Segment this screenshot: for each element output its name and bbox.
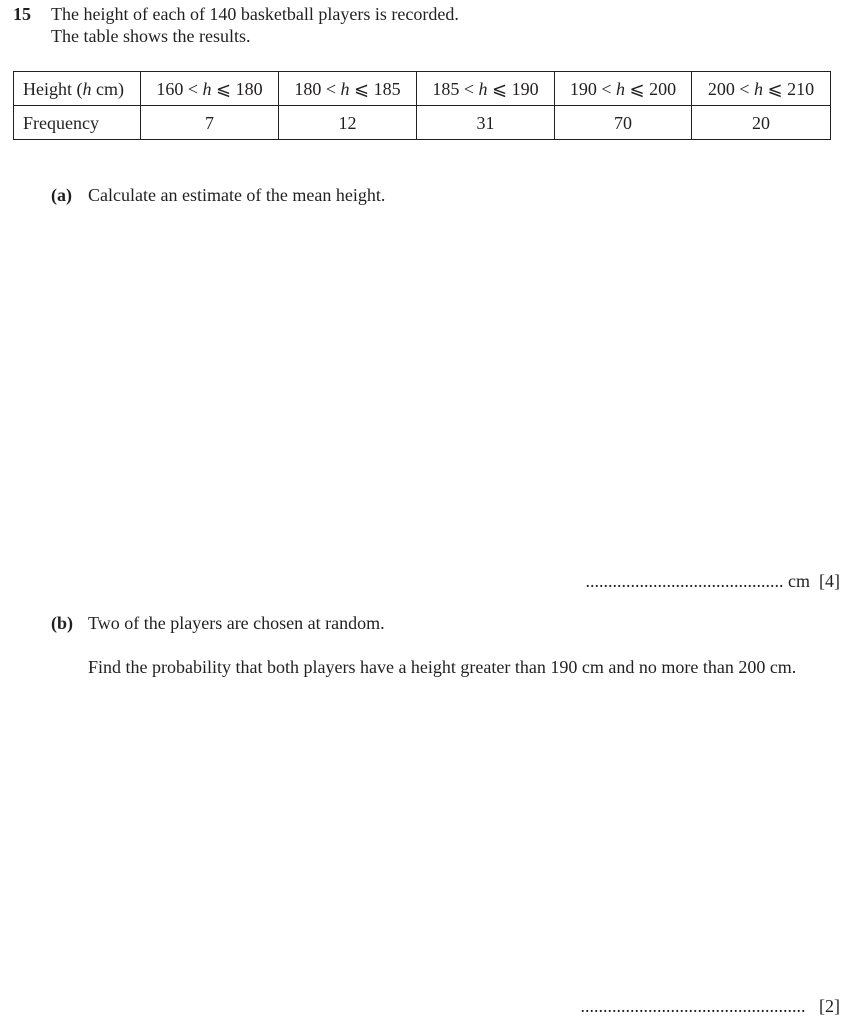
interval-upper: 190: [511, 78, 539, 99]
frequency-row-header: Frequency: [14, 106, 141, 140]
interval-variable: h: [340, 78, 350, 99]
interval-variable: h: [478, 78, 488, 99]
frequency-cell: 70: [555, 106, 692, 140]
interval-cell: [279, 72, 417, 106]
less-or-equal-sign: ⩽: [629, 78, 645, 99]
less-than-sign: <: [463, 78, 475, 99]
part-a-answer-line[interactable]: ............................................: [585, 571, 784, 591]
interval-lower: 160: [156, 78, 184, 99]
interval-upper: 200: [649, 78, 677, 99]
less-than-sign: <: [601, 78, 612, 99]
interval-variable: h: [754, 78, 764, 99]
frequency-cell: 12: [279, 106, 417, 140]
part-b-text-1: Two of the players are chosen at random.: [88, 613, 385, 633]
interval-cell: [141, 72, 279, 106]
interval-lower: 180: [294, 78, 322, 99]
frequency-row: [14, 106, 831, 140]
less-or-equal-sign: ⩽: [492, 78, 508, 99]
part-a-label: (a): [51, 185, 72, 205]
interval-upper: 180: [235, 78, 263, 99]
interval-cell: [692, 72, 831, 106]
less-than-sign: <: [739, 78, 750, 99]
part-b-marks: [2]: [819, 996, 840, 1016]
height-row-header: [14, 72, 141, 106]
interval-lower: 190: [569, 78, 597, 99]
question-intro-line-1: The height of each of 140 basketball players is recorded.: [51, 4, 459, 24]
part-b-label: (b): [51, 613, 73, 633]
frequency-cell: 31: [417, 106, 555, 140]
less-than-sign: <: [325, 78, 337, 99]
height-unit-text: cm): [91, 78, 124, 99]
interval-cell: [555, 72, 692, 106]
frequency-table: [13, 71, 831, 140]
height-variable: h: [82, 78, 92, 99]
interval-upper: 185: [373, 78, 401, 99]
part-a-unit: cm: [788, 571, 810, 591]
part-a-answer-area: [586, 572, 841, 590]
part-a-text: Calculate an estimate of the mean height.: [88, 185, 386, 205]
part-b-text-2: Find the probability that both players have a height greater than 190 cm and no more than 200 cm.: [88, 657, 797, 677]
frequency-cell: 7: [141, 106, 279, 140]
less-or-equal-sign: ⩽: [767, 78, 783, 99]
interval-upper: 210: [787, 78, 815, 99]
height-header-text: Height (: [23, 78, 83, 99]
less-than-sign: <: [187, 78, 199, 99]
interval-lower: 200: [707, 78, 735, 99]
question-number: 15: [13, 4, 31, 24]
interval-cell: [417, 72, 555, 106]
interval-lower: 185: [432, 78, 460, 99]
question-intro-line-2: The table shows the results.: [51, 26, 251, 46]
interval-variable: h: [616, 78, 626, 99]
part-b-answer-area: [581, 997, 841, 1015]
part-b-answer-line[interactable]: ..................................................: [580, 996, 806, 1016]
height-row: [14, 72, 831, 106]
interval-variable: h: [202, 78, 212, 99]
less-or-equal-sign: ⩽: [216, 78, 232, 99]
part-a-marks: [4]: [819, 571, 840, 591]
less-or-equal-sign: ⩽: [354, 78, 370, 99]
frequency-cell: 20: [692, 106, 831, 140]
